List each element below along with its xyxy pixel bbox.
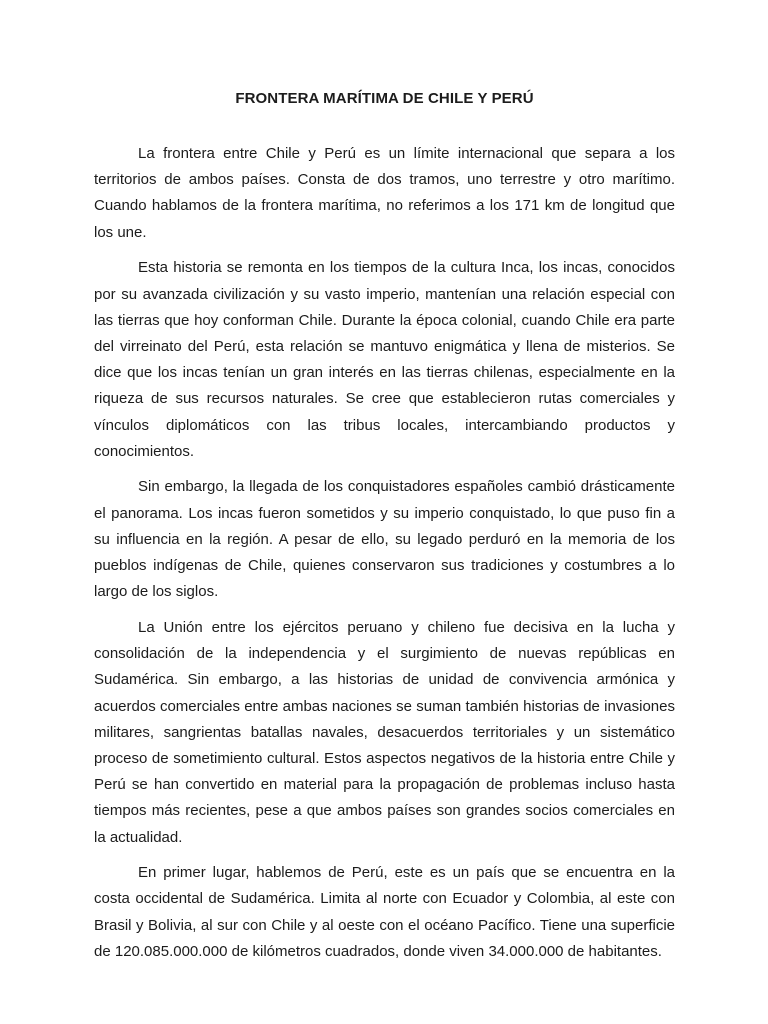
paragraph-2: Esta historia se remonta en los tiempos de la cultura Inca, los incas, conocidos por su avanzada civilización y su vasto imperio, mantenían una relación especial con las tierras que hoy conforman Chile. Durante la época colonial, cuando Chile era parte del virreinato del Perú, esta relación se mantuvo enigmática y llena de misterios. Se dice que los incas tenían un gran interés en las tierras chilenas, especialmente en la riqueza de sus recursos naturales. Se cree que establecieron rutas comerciales y vínculos diplomáticos con las tribus locales, intercambiando productos y conocimientos. (94, 259, 675, 460)
document-body (94, 141, 675, 975)
paragraph-4: La Unión entre los ejércitos peruano y chileno fue decisiva en la lucha y consolidación de la independencia y el surgimiento de nuevas repúblicas en Sudamérica. Sin embargo, a las historias de unidad de convivencia armónica y acuerdos comerciales entre ambas naciones se suman también historias de invasiones militares, sangrientas batallas navales, desacuerdos territoriales y un sistemático proceso de sometimiento cultural. Estos aspectos negativos de la historia entre Chile y Perú se han convertido en material para la propagación de problemas incluso hasta tiempos más recientes, pese a que ambos países son grandes socios comerciales en la actualidad. (94, 618, 675, 846)
paragraph-3: Sin embargo, la llegada de los conquistadores españoles cambió drásticamente el panorama. Los incas fueron sometidos y su imperio conquistado, lo que puso fin a su influencia en la región. A pesar de ello, su legado perduró en la memoria de los pueblos indígenas de Chile, quienes conservaron sus tradiciones y costumbres a lo largo de los siglos. (94, 478, 675, 601)
paragraph-1: La frontera entre Chile y Perú es un límite internacional que separa a los territorios de ambos países. Consta de dos tramos, uno terrestre y otro marítimo. Cuando hablamos de la frontera marítima, no referimos a los 171 km de longitud que los une. (94, 145, 675, 241)
document-title: FRONTERA MARÍTIMA DE CHILE Y PERÚ (235, 90, 534, 107)
paragraph-5: En primer lugar, hablemos de Perú, este es un país que se encuentra en la costa occidental de Sudamérica. Limita al norte con Ecuador y Colombia, al este con Brasil y Bolivia, al sur con Chile y al oeste con el océano Pacífico. Tiene una superficie de 120.085.000.000 de kilómetros cuadrados, donde viven 34.000.000 de habitantes. (94, 864, 675, 960)
